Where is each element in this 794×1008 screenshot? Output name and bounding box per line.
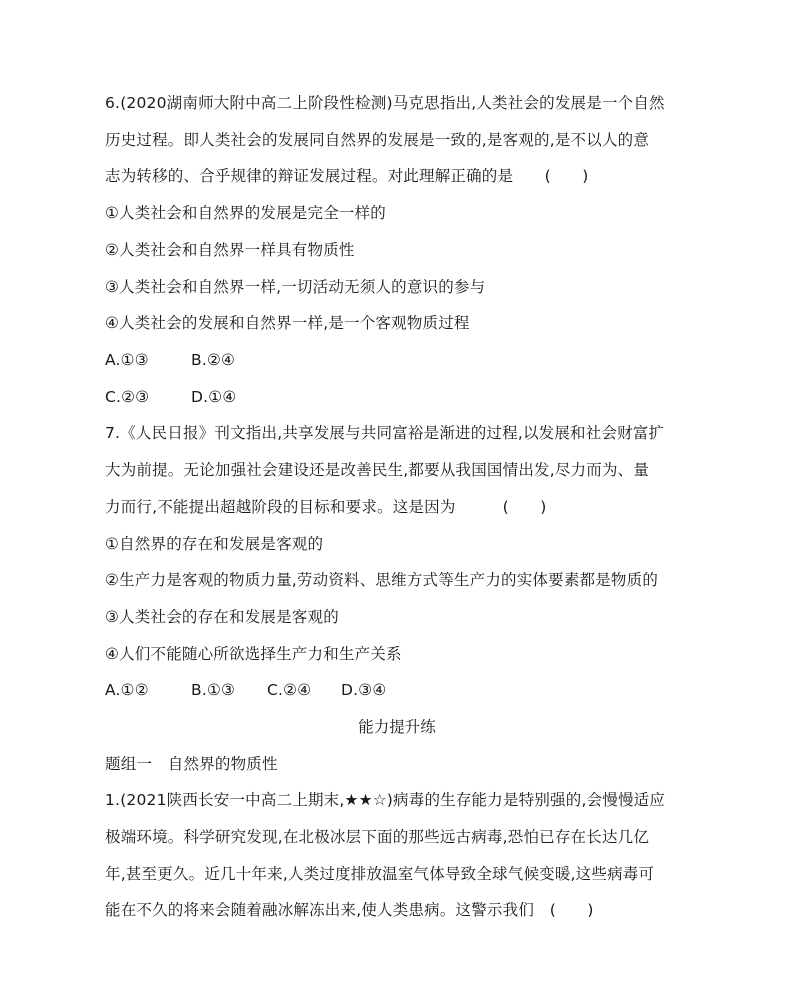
q6-item-1: ①人类社会和自然界的发展是完全一样的 xyxy=(105,204,386,222)
q6-item-3: ③人类社会和自然界一样,一切活动无须人的意识的参与 xyxy=(105,278,486,296)
q1-stem-line-2: 极端环境。科学研究发现,在北极冰层下面的那些远古病毒,恐怕已存在长达几亿 xyxy=(105,828,650,846)
q7-item-1: ①自然界的存在和发展是客观的 xyxy=(105,535,324,553)
q6-options-row-1 xyxy=(105,350,235,370)
group-title: 题组一 自然界的物质性 xyxy=(105,755,278,773)
q6-option-c: C.②③ xyxy=(105,388,150,406)
q6-option-d: D.①④ xyxy=(191,388,237,406)
q6-option-a: A.①③ xyxy=(105,351,149,369)
q6-stem-line-1: 6.(2020湖南师大附中高二上阶段性检测)马克思指出,人类社会的发展是一个自然 xyxy=(105,94,665,112)
q7-option-c: C.②④ xyxy=(267,681,312,699)
q6-options-row-2 xyxy=(105,387,236,407)
q6-stem-line-3: 志为转移的、合乎规律的辩证发展过程。对此理解正确的是 ( ) xyxy=(105,167,589,185)
q7-stem-line-3: 力而行,不能提出超越阶段的目标和要求。这是因为 ( ) xyxy=(105,498,547,516)
q7-stem-line-1: 7.《人民日报》刊文指出,共享发展与共同富裕是渐进的过程,以发展和社会财富扩 xyxy=(105,424,665,442)
q6-item-2: ②人类社会和自然界一样具有物质性 xyxy=(105,241,355,259)
section-title: 能力提升练 xyxy=(358,718,436,736)
q6-item-4: ④人类社会的发展和自然界一样,是一个客观物质过程 xyxy=(105,314,470,332)
q7-option-a: A.①② xyxy=(105,681,149,699)
q7-option-d: D.③④ xyxy=(341,681,387,699)
q7-item-4: ④人们不能随心所欲选择生产力和生产关系 xyxy=(105,645,402,663)
q1-stem-line-3: 年,甚至更久。近几十年来,人类过度排放温室气体导致全球气候变暖,这些病毒可 xyxy=(105,865,655,883)
q7-item-2: ②生产力是客观的物质力量,劳动资料、思维方式等生产力的实体要素都是物质的 xyxy=(105,571,659,589)
q1-stem-line-4: 能在不久的将来会随着融冰解冻出来,使人类患病。这警示我们 ( ) xyxy=(105,901,594,919)
q7-option-b: B.①③ xyxy=(191,681,236,699)
q7-options-row xyxy=(105,680,386,700)
q6-option-b: B.②④ xyxy=(191,351,236,369)
q6-stem-line-2: 历史过程。即人类社会的发展同自然界的发展是一致的,是客观的,是不以人的意 xyxy=(105,131,650,149)
q1-stem-line-1: 1.(2021陕西长安一中高二上期末,★★☆)病毒的生存能力是特别强的,会慢慢适应 xyxy=(105,791,666,809)
q7-stem-line-2: 大为前提。无论加强社会建设还是改善民生,都要从我国国情出发,尽力而为、量 xyxy=(105,461,650,479)
q7-item-3: ③人类社会的存在和发展是客观的 xyxy=(105,608,339,626)
